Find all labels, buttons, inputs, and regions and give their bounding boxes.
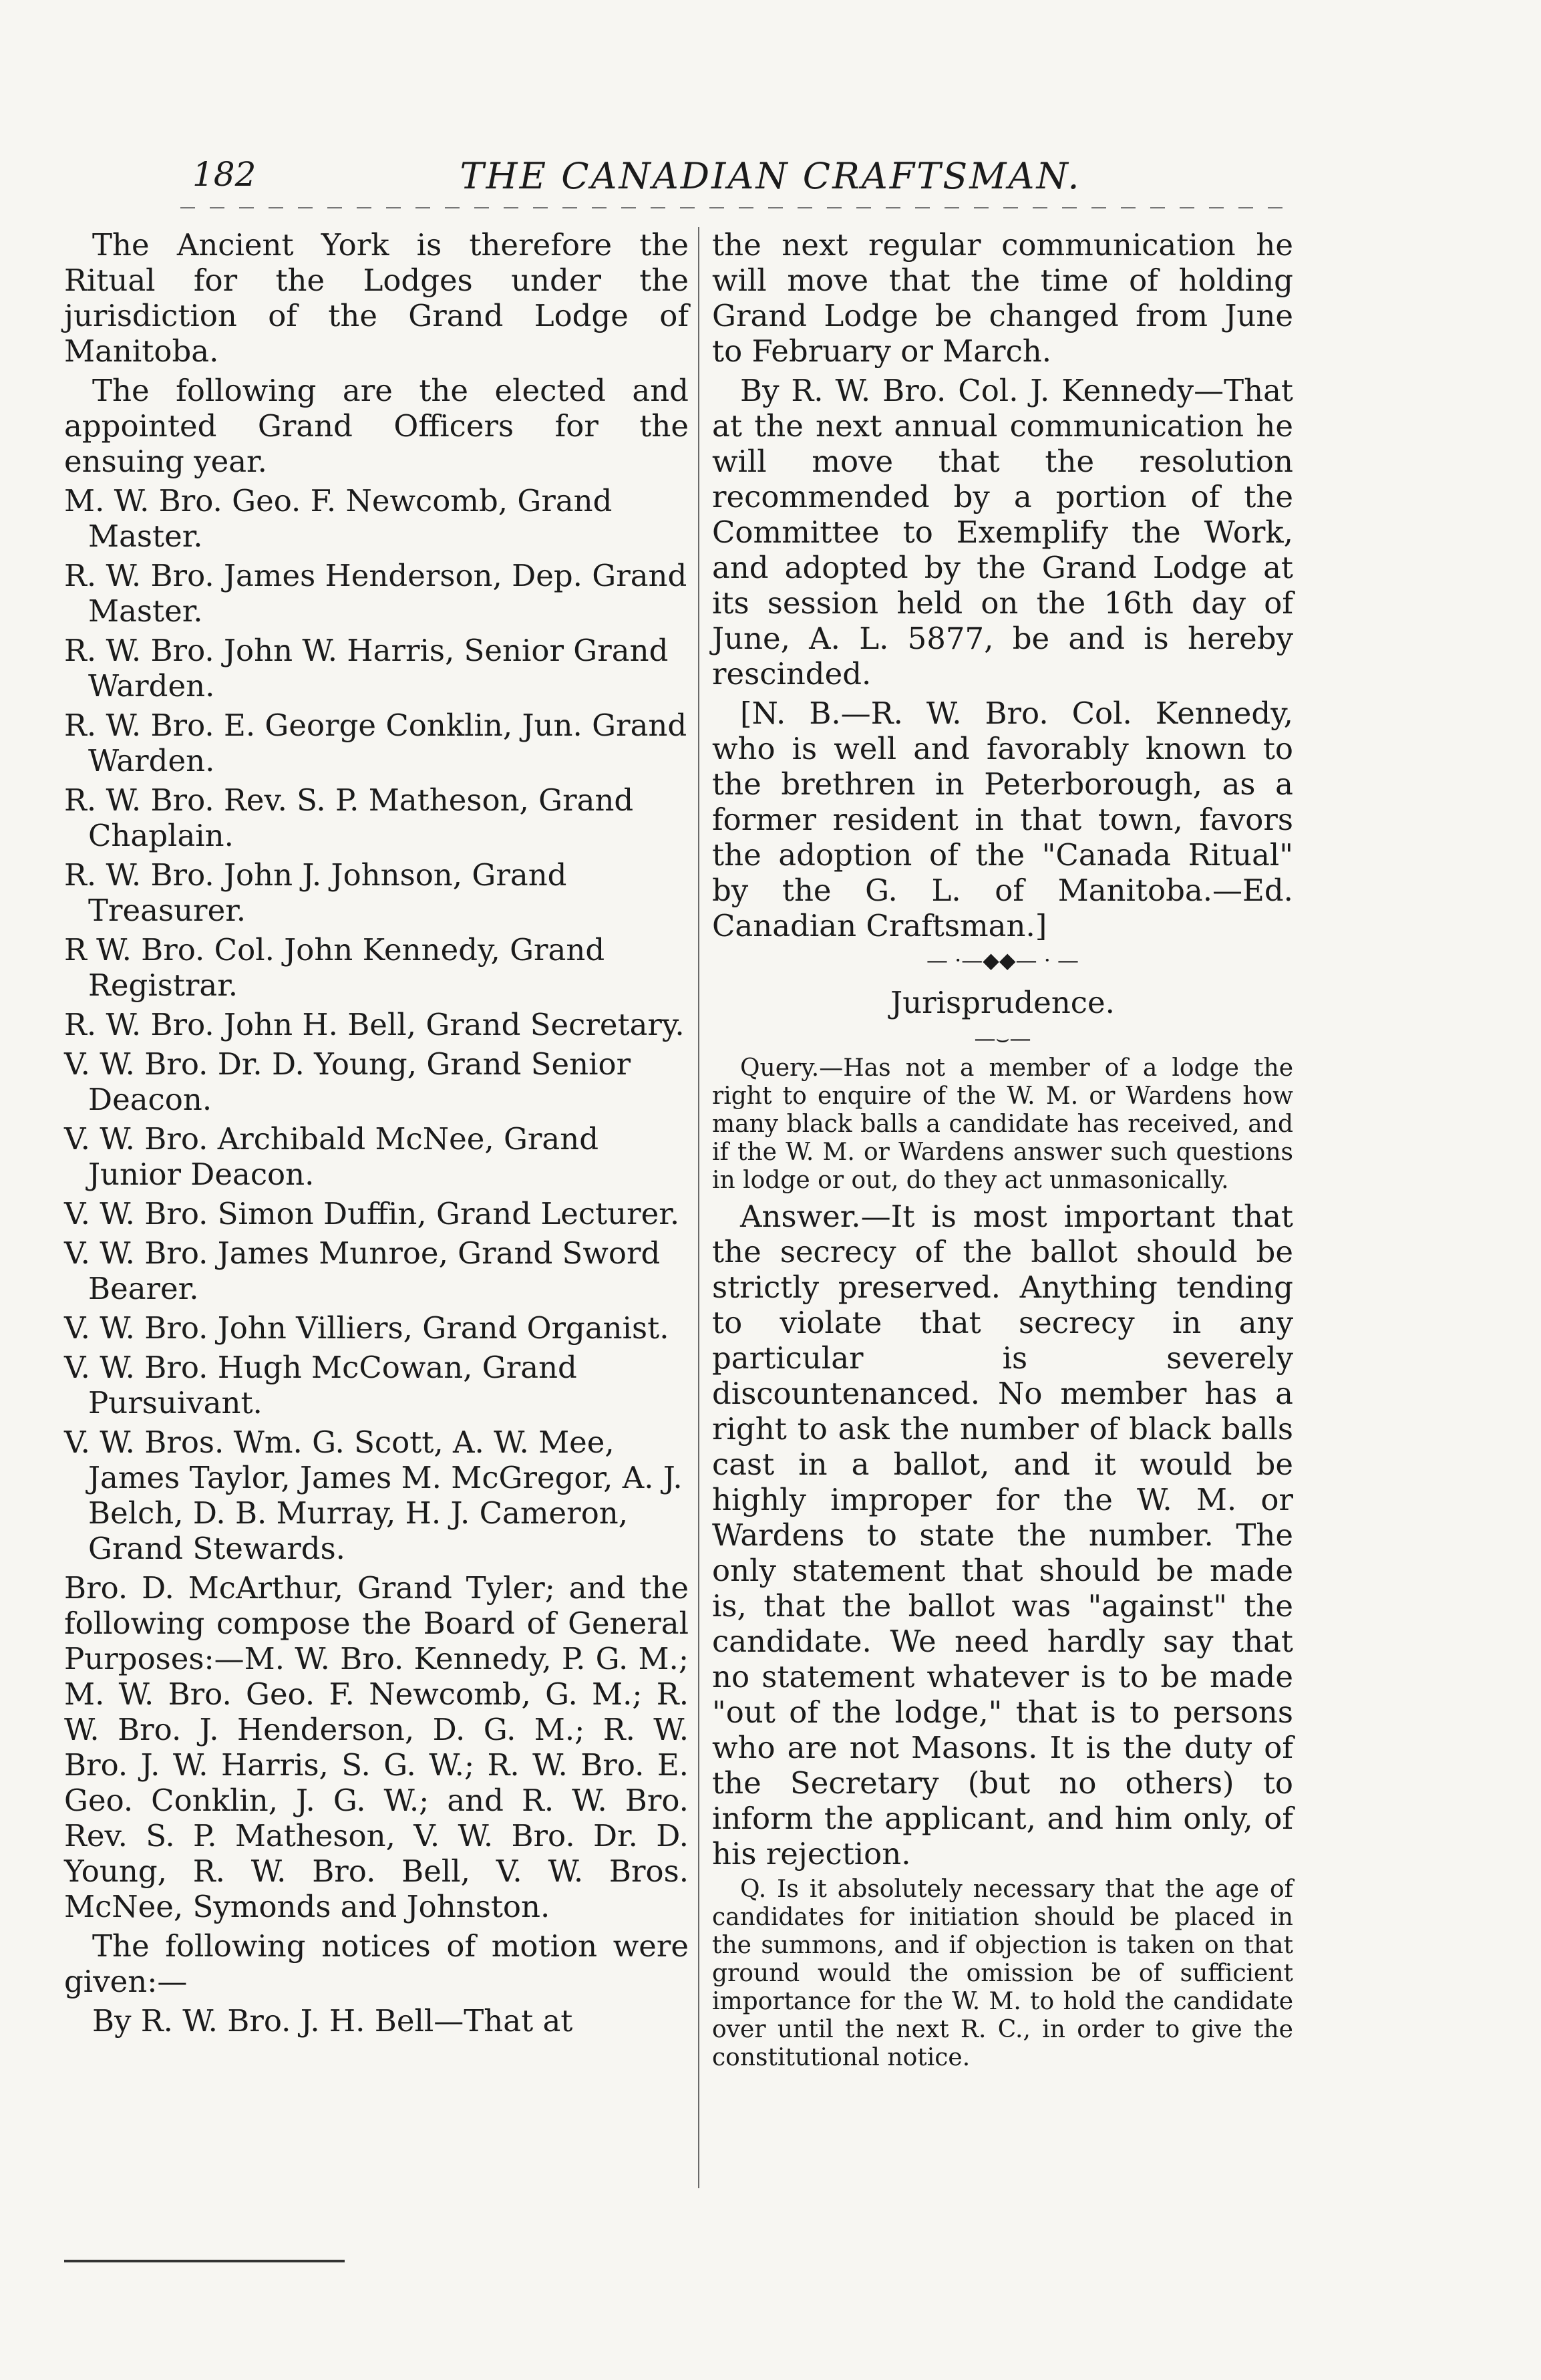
officers-intro: The following are the elected and appointed Grand Officers for the ensuing year.: [64, 373, 689, 479]
intro-paragraph: The Ancient York is therefore the Ritual for the Lodges under the jurisdiction of the Grand Lodge of Manitoba.: [64, 227, 689, 369]
officer-entry: V. W. Bro. Archibald McNee, Grand Junior Deacon.: [64, 1121, 599, 1192]
board-paragraph: Bro. D. McArthur, Grand Tyler; and the following compose the Board of General Purposes:—M. W. Bro. Kennedy, P. G. M.; M. W. Bro. Geo. F. Newcomb, G. M.; R. W. Bro. J. Henderson, D. G. M.; R. W. Bro. J. W. Harris, S. G. W.; R. W. Bro. E. Geo. Conklin, J. G. W.; and R. W. Bro. Rev. S. P. Matheson, V. W. Bro. Dr. D. Young, R. W. Bro. Bell, V. W. Bros. McNee, Symonds and Johnston.: [64, 1570, 689, 1924]
officer-entry: R. W. Bro. James Henderson, Dep. Grand Master.: [64, 558, 687, 629]
running-title: THE CANADIAN CRAFTSMAN.: [460, 155, 1081, 197]
ornament-divider: — ·—◆◆— · —: [926, 947, 1079, 973]
officer-list: [64, 483, 689, 1566]
officer-entry: V. W. Bro. James Munroe, Grand Sword Bearer.: [64, 1235, 661, 1306]
officer-entry: R. W. Bro. John W. Harris, Senior Grand Warden.: [64, 633, 669, 704]
query-paragraph-2: Q. Is it absolutely necessary that the age of candidates for initiation should be placed in the summons, and if objection is taken on that ground would the omission be of sufficient importance for the W. M. to hold the candidate over until the next R. C., in order to give the constitutional notice.: [712, 1876, 1293, 2071]
officer-entry: R. W. Bro. John H. Bell, Grand Secretary.: [64, 1007, 685, 1042]
column-divider: [698, 227, 699, 2188]
officer-entry: V. W. Bro. Hugh McCowan, Grand Pursuivant.: [64, 1350, 577, 1421]
kennedy-motion: By R. W. Bro. Col. J. Kennedy—That at the next annual communication he will move that the resolution recommended by a portion of the Committee to Exemplify the Work, and adopted by the Grand Lodge at its session held on the 16th day of June, A. L. 5877, be and is hereby rescinded.: [712, 373, 1293, 692]
bell-motion-start: By R. W. Bro. J. H. Bell—That at: [92, 2003, 573, 2039]
notices-paragraph: The following notices of motion were given:—: [64, 1928, 689, 1999]
officer-entry: R. W. Bro. E. George Conklin, Jun. Grand Warden.: [64, 708, 687, 778]
footer-rule: [64, 2260, 345, 2262]
officer-entry: M. W. Bro. Geo. F. Newcomb, Grand Master.: [64, 483, 613, 554]
officer-entry: R. W. Bro. Rev. S. P. Matheson, Grand Chaplain.: [64, 782, 634, 853]
officer-entry: V. W. Bro. Dr. D. Young, Grand Senior Deacon.: [64, 1046, 631, 1117]
ornament-small: —⌣—: [974, 1026, 1031, 1051]
officer-entry: V. W. Bros. Wm. G. Scott, A. W. Mee, James Taylor, James M. McGregor, A. J. Belch, D. B. Murray, H. J. Cameron, Grand Stewards.: [64, 1425, 683, 1566]
officer-entry: V. W. Bro. John Villiers, Grand Organist.: [64, 1310, 669, 1346]
answer-paragraph: Answer.—It is most important that the secrecy of the ballot should be strictly preserved. Anything tending to violate that secrecy in any particular is severely discountenanced. No member has a right to ask the number of black balls cast in a ballot, and it would be highly improper for the W. M. or Wardens to state the number. The only statement that should be made is, that the ballot was "against" the candidate. We need hardly say that no statement whatever is to be made "out of the lodge," that is to persons who are not Masons. It is the duty of the Secretary (but no others) to inform the applicant, and him only, of his rejection.: [712, 1199, 1293, 1872]
officer-entry: R W. Bro. Col. John Kennedy, Grand Registrar.: [64, 932, 605, 1003]
page-number: 182: [192, 155, 256, 194]
officer-entry: R. W. Bro. John J. Johnson, Grand Treasurer.: [64, 857, 567, 928]
bell-motion-continued: the next regular communication he will move that the time of holding Grand Lodge be changed from June to February or March.: [712, 227, 1293, 369]
editor-note: [N. B.—R. W. Bro. Col. Kennedy, who is well and favorably known to the brethren in Peterborough, as a former resident in that town, favors the adoption of the "Canada Ritual" by the G. L. of Manitoba.—Ed. Canadian Craftsman.]: [712, 696, 1293, 943]
section-title: Jurisprudence.: [890, 985, 1115, 1020]
left-column: [64, 227, 689, 2043]
query-paragraph: Query.—Has not a member of a lodge the right to enquire of the W. M. or Wardens how many black balls a candidate has received, and if the W. M. or Wardens answer such questions in lodge or out, do they act unmasonically.: [712, 1054, 1293, 1194]
officer-entry: V. W. Bro. Simon Duffin, Grand Lecturer.: [64, 1196, 680, 1231]
page-header: [0, 155, 1541, 208]
header-rule: [180, 207, 1289, 208]
right-column: [712, 227, 1293, 2076]
